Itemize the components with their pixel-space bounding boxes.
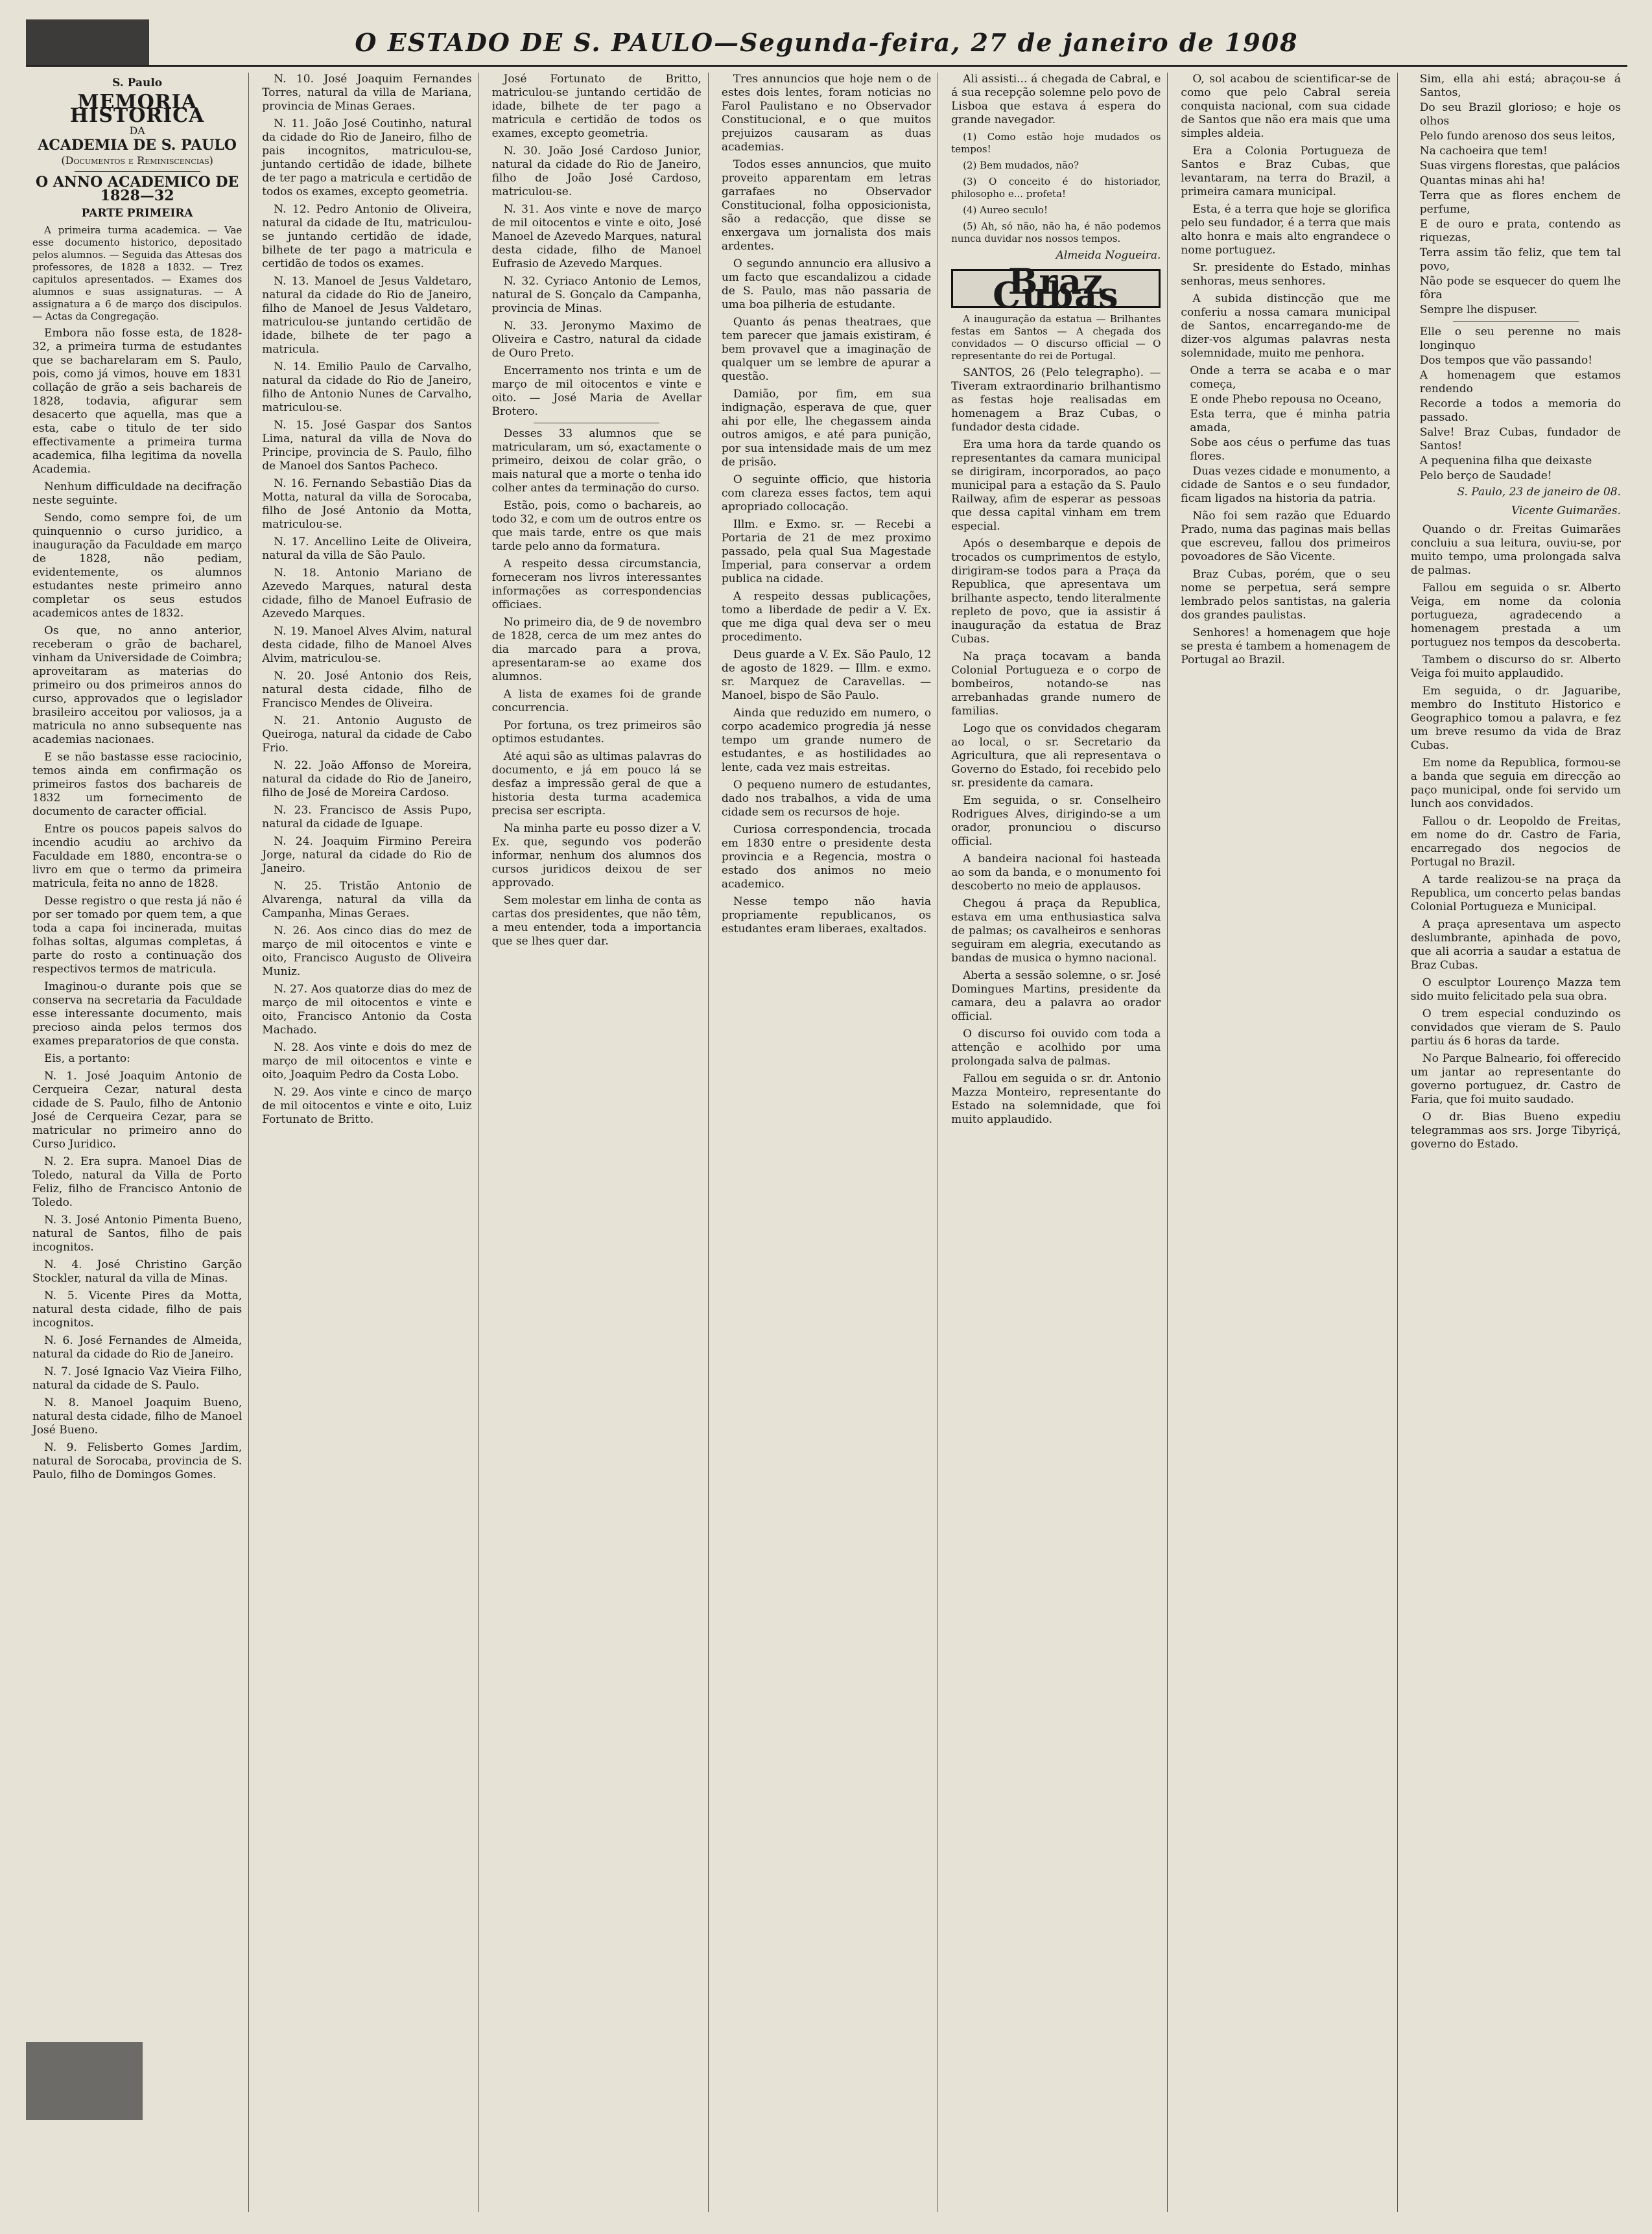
poem-line: Dos tempos que vão passando! (1419, 354, 1593, 367)
paragraph: Em seguida, o sr. Conselheiro Rodrigues Alves, dirigindo-se a um orador, pronunciou o discurso official. (951, 794, 1161, 848)
paragraph: O dr. Bias Bueno expediu telegrammas aos srs. Jorge Tibyriçá, governo do Estado. (1410, 1111, 1621, 1151)
list-item: N. 5. Vicente Pires da Motta, natural desta cidade, filho de pais incognitos. (32, 1289, 242, 1330)
paragraph: Nesse tempo não havia propriamente republicanos, os estudantes eram liberaes, exaltados. (721, 895, 932, 935)
paragraph: Fallou em seguida o sr. dr. Antonio Mazza Monteiro, representante do Estado na solemnidade, que foi muito applaudido. (951, 1072, 1161, 1126)
paragraph: Deus guarde a V. Ex. São Paulo, 12 de agosto de 1829. — Illm. e exmo. sr. Marquez de Caravellas. — Manoel, bispo de São Paulo. (721, 648, 932, 702)
footnote: (1) Como estão hoje mudados os tempos! (951, 131, 1161, 155)
list-item: N. 12. Pedro Antonio de Oliveira, natural da cidade de Itu, matriculou-se juntando certidão de idade, bilhete de ter pago a matricula e certidão de todos os exames. (262, 203, 472, 270)
summary: A inauguração da estatua — Brilhantes festas em Santos — A chegada dos convidados — O discurso official — O representante do rei de Portugal. (951, 313, 1161, 362)
list-item: Encerramento nos trinta e um de março de mil oitocentos e vinte e oito. — José Maria de Avellar Brotero. (491, 364, 702, 418)
print-smudge (26, 2042, 143, 2120)
poem-line: Quantas minas ahi ha! (1419, 174, 1546, 187)
poem-line: Não pode se esquecer do quem lhe fôra (1419, 275, 1621, 301)
paragraph: O, sol acabou de scientificar-se de como que pelo Cabral sereia conquista nacional, com sua cidade de Santos que não era mais que uma simples aldeia. (1181, 73, 1391, 140)
paragraph: Imaginou-o durante pois que se conserva na secretaria da Faculdade esse interessante documento, mais precioso ainda pelos termos dos exames preparatorios de que consta. (32, 980, 242, 1048)
divider (1453, 321, 1579, 322)
paragraph: Chegou á praça da Republica, estava em uma enthusiastica salva de palmas; os cavalheiros e senhoras seguiram em alegria, executando as bandas de musica o hymno nacional. (951, 897, 1161, 965)
paragraph: E se não bastasse esse raciocinio, temos ainda em confirmação os primeiros fastos dos bachareis de 1832 um fornecimento de documento de caracter official. (32, 751, 242, 818)
list-item: N. 17. Ancellino Leite de Oliveira, natural da villa de São Paulo. (262, 535, 472, 562)
poem-line: Sempre lhe dispuser. (1419, 303, 1538, 316)
list-item: N. 15. José Gaspar dos Santos Lima, natural da villa de Nova do Principe, provincia de S. Paulo, filho de Manoel dos Santos Pacheco. (262, 419, 472, 473)
memoria-title: MEMORIA HISTORICA (69, 91, 205, 127)
parte-heading: PARTE PRIMEIRA (81, 207, 193, 220)
paragraph: A praça apresentava um aspecto deslumbrante, apinhada de povo, que ali acorria a saudar a estatua de Braz Cubas. (1410, 918, 1621, 972)
list-item: N. 16. Fernando Sebastião Dias da Motta, natural da villa de Sorocaba, filho de José Antonio da Motta, matriculou-se. (262, 477, 472, 531)
list-item: N. 1. José Joaquim Antonio de Cerqueira Cezar, natural desta cidade de S. Paulo, filho de Antonio José de Cerqueira Cezar, para se matricular no primeiro anno do Curso Juridico. (32, 1070, 242, 1151)
paragraph: Desse registro o que resta já não é por ser tomado por quem tem, a que toda a capa foi incinerada, muitas folhas soltas, algumas completas, á parte do rosto a continuação dos respectivos termos de matricula. (32, 895, 242, 976)
list-item: José Fortunato de Britto, matriculou-se juntando certidão de idade, bilhete de ter pago a matricula e certidão de todos os exames, excepto geometria. (491, 73, 702, 140)
column-7 (1404, 73, 1627, 2212)
list-item: N. 11. João José Coutinho, natural da cidade do Rio de Janeiro, filho de pais incognitos, matriculou-se, juntando certidão de idade, bilhete de ter pago a matricula e certidão de todos os exames, excepto geometria. (262, 117, 472, 198)
paragraph: Por fortuna, os trez primeiros são optimos estudantes. (491, 719, 702, 746)
list-item: N. 7. José Ignacio Vaz Vieira Filho, natural da cidade de S. Paulo. (32, 1365, 242, 1392)
paragraph: Na minha parte eu posso dizer a V. Ex. que, segundo vos poderão informar, nenhum dos alumnos dos cursos juridicos deixou de ser approvado. (491, 822, 702, 889)
poem-line: Sim, ella ahi está; abraçou-se á Santos, (1419, 73, 1621, 99)
paragraph: Curiosa correspondencia, trocada em 1830 entre o presidente desta provincia e a Regencia, mostra o estado dos animos no meio academico. (721, 823, 932, 891)
paragraph: A bandeira nacional foi hasteada ao som da banda, e o monumento foi descoberto no meio de applausos. (951, 852, 1161, 893)
list-item: N. 25. Tristão Antonio de Alvarenga, natural da villa da Campanha, Minas Geraes. (262, 880, 472, 920)
list-item: N. 27. Aos quatorze dias do mez de março de mil oitocentos e vinte e oito, Francisco Antonio da Costa Machado. (262, 983, 472, 1037)
memoria-sub: DA (129, 124, 145, 137)
dateline: S. Paulo, 23 de janeiro de 08. (1457, 486, 1621, 499)
paragraph: No primeiro dia, de 9 de novembro de 1828, cerca de um mez antes do dia marcado para a prova, apresentaram-se ao exame dos alumnos. (491, 616, 702, 683)
footnote: (2) Bem mudados, não? (963, 159, 1080, 171)
list-item: N. 19. Manoel Alves Alvim, natural desta cidade, filho de Manoel Alves Alvim, matriculou-se. (262, 625, 472, 665)
poem-line: E onde Phebo repousa no Oceano, (1190, 393, 1382, 406)
paragraph: A subida distincção que me conferiu a nossa camara municipal de Santos, encarregando-me de dizer-vos algumas palavras nesta solemnidade, muito me penhora. (1181, 292, 1391, 360)
paragraph: Senhores! a homenagem que hoje se presta é tambem a homenagem de Portugal ao Brazil. (1181, 626, 1391, 666)
list-item: N. 10. José Joaquim Fernandes Torres, natural da villa de Mariana, provincia de Minas Geraes. (262, 73, 472, 113)
footnote: (3) O conceito é do historiador, philosopho e... profeta! (951, 176, 1161, 200)
paragraph: Em seguida, o dr. Jaguaribe, membro do Instituto Historico e Geographico tomou a palavra, e fez um breve resumo da vida de Braz Cubas. (1410, 685, 1621, 752)
masthead (26, 19, 1627, 67)
column-2 (255, 73, 478, 2212)
paragraph: Logo que os convidados chegaram ao local, o sr. Secretario da Agricultura, que ali representava o Governo do Estado, foi recebido pelo sr. presidente da camara. (951, 722, 1161, 790)
poem-line: Elle o seu perenne no mais longinquo (1419, 325, 1621, 352)
list-item: N. 20. José Antonio dos Reis, natural desta cidade, filho de Francisco Mendes de Oliveira. (262, 670, 472, 710)
column-5 (945, 73, 1168, 2212)
paragraph: Illm. e Exmo. sr. — Recebi a Portaria de 21 de mez proximo passado, pela qual Sua Magestade Imperial, para conservar a ordem publica na cidade. (721, 518, 932, 585)
divider (75, 171, 200, 172)
paragraph: Sem molestar em linha de conta as cartas dos presidentes, que não têm, a meu entender, toda a importancia que se lhes quer dar. (491, 894, 702, 948)
paragraph: Braz Cubas, porém, que o seu nome se perpetua, será sempre lembrado pelos santistas, na galeria dos grandes paulistas. (1181, 568, 1391, 622)
paragraph: Após o desembarque e depois de trocados os cumprimentos de estylo, dirigiram-se todos para a Praça da Republica, que apresentava um brilhante aspecto, tendo literalmente repleto de povo, que ia assistir á inauguração da estatua de Braz Cubas. (951, 537, 1161, 646)
paragraph: Entre os poucos papeis salvos do incendio acudiu ao archivo da Faculdade em 1880, encontra-se o livro em que o termo da primeira matricula, feita no anno de 1828. (32, 823, 242, 890)
paragraph: Os que, no anno anterior, receberam o grão de bacharel, vinham da Universidade de Coimbra; aproveitaram as materias do primeiro ou dos primeiros annos do curso, approvados que o legislador brasileiro acceitou por valiosos, ja a matricula no anno subsequente nas academias nacionaes. (32, 624, 242, 746)
paragraph: Quando o dr. Freitas Guimarães concluiu a sua leitura, ouviu-se, por muito tempo, uma prolongada salva de palmas. (1410, 523, 1621, 577)
poem-line: Onde a terra se acaba e o mar começa, (1190, 364, 1391, 391)
list-item: N. 14. Emilio Paulo de Carvalho, natural da cidade do Rio de Janeiro, filho de Antonio Nunes de Carvalho, matriculou-se. (262, 360, 472, 414)
list-item: N. 9. Felisberto Gomes Jardim, natural de Sorocaba, provincia de S. Paulo, filho de Domingos Gomes. (32, 1441, 242, 1481)
paragraph: Era a Colonia Portugueza de Santos e Braz Cubas, que levantaram, na terra do Brazil, a primeira camara municipal. (1181, 145, 1391, 198)
paragraph: A lista de exames foi de grande concurrencia. (491, 688, 702, 714)
paragraph: Não foi sem razão que Eduardo Prado, numa das paginas mais bellas que escreveu, fallou dos primeiros povoadores de São Vicente. (1181, 510, 1391, 563)
paragraph: Nenhum difficuldade na decifração neste seguinte. (32, 480, 242, 507)
list-item: N. 26. Aos cinco dias do mez de março de mil oitocentos e vinte e oito, Francisco Augusto de Oliveira Muniz. (262, 924, 472, 978)
paragraph: Era uma hora da tarde quando os representantes da camara municipal se dirigiram, incorporados, ao paço municipal para a estação da S. Paulo Railway, afim de esperar as pessoas que dessa capital vinham em trem especial. (951, 438, 1161, 533)
poem (1411, 73, 1621, 317)
paragraph: Aberta a sessão solemne, o sr. José Domingues Martins, presidente da camara, deu a palavra ao orador official. (951, 969, 1161, 1023)
column-1 (26, 73, 249, 2212)
poem-line: Esta terra, que é minha patria amada, (1190, 408, 1391, 434)
list-item: N. 33. Jeronymo Maximo de Oliveira e Castro, natural da cidade de Ouro Preto. (491, 320, 702, 360)
memoria-institution: ACADEMIA DE S. PAULO (38, 137, 237, 154)
footnote: (5) Ah, só não, não ha, é não podemos nunca duvidar nos nossos tempos. (951, 220, 1161, 244)
paragraph: O pequeno numero de estudantes, dado nos trabalhos, a vida de uma cidade sem os recursos de hoje. (721, 779, 932, 819)
poem-line: A pequenina filha que deixaste (1419, 454, 1592, 467)
paragraph: O esculptor Lourenço Mazza tem sido muito felicitado pela sua obra. (1410, 976, 1621, 1003)
paragraph: Quanto ás penas theatraes, que tem parecer que jamais existiram, é bem provavel que a imaginação de qualquer um se lembre de apurar a questão. (721, 316, 932, 383)
paragraph: No Parque Balneario, foi offerecido um jantar ao representante do governo portuguez, dr. Castro de Faria, que foi muito saudado. (1410, 1052, 1621, 1106)
poem-line: Recorde a todos a memoria do passado. (1419, 397, 1621, 424)
paragraph: Estão, pois, como o bachareis, ao todo 32, e com um de outros entre os que mais tarde, entre os que mais tarde pelo anno da formatura. (491, 499, 702, 553)
poem-line: Do seu Brazil glorioso; e hoje os olhos (1419, 101, 1621, 128)
list-item: N. 23. Francisco de Assis Pupo, natural da cidade de Iguape. (262, 804, 472, 830)
paragraph: Fallou em seguida o sr. Alberto Veiga, em nome da colonia portugueza, agradecendo a homenagem prestada a um portuguez nos tempos da descoberta. (1410, 582, 1621, 649)
columns (26, 73, 1627, 2212)
poem-line: Terra assim tão feliz, que tem tal povo, (1419, 246, 1621, 273)
paragraph: A respeito dessas publicações, tomo a liberdade de pedir a V. Ex. que me diga qual deva ser o meu procedimento. (721, 590, 932, 644)
list-item: N. 8. Manoel Joaquim Bueno, natural desta cidade, filho de Manoel José Bueno. (32, 1396, 242, 1437)
footnote: (4) Aureo seculo! (963, 204, 1048, 216)
signature: Almeida Nogueira. (1056, 249, 1161, 262)
paragraph: Fallou o dr. Leopoldo de Freitas, em nome do dr. Castro de Faria, encarregado dos negocios de Portugal no Brazil. (1410, 815, 1621, 869)
poem-line: Terra que as flores enchem de perfume, (1419, 189, 1621, 216)
list-item: N. 24. Joaquim Firmino Pereira Jorge, natural da cidade do Rio de Janeiro. (262, 835, 472, 875)
poem-line: E de ouro e prata, contendo as riquezas, (1419, 218, 1621, 244)
summary: A primeira turma academica. — Vae esse documento historico, depositado pelos alumnos. — Seguida das Attesas dos professores, de 1828 a 1832. — Trez capitulos apresentados. — Exames dos alumnos e suas assignaturas. — A assignatura a 6 de março dos discipulos. — Actas da Congregação. (32, 224, 242, 322)
paragraph: Tambem o discurso do sr. Alberto Veiga foi muito applaudido. (1410, 653, 1621, 680)
print-smudge (26, 19, 149, 65)
poem (1181, 364, 1390, 464)
paragraph: Ainda que reduzido em numero, o corpo academico progredia já nesse tempo um grande numero de estudantes, e as hostilidades ao lente, cada vez mais estreitas. (721, 707, 932, 774)
column-6 (1174, 73, 1397, 2212)
poem-line: Pelo berço de Saudade! (1419, 469, 1552, 482)
paragraph: O seguinte officio, que historia com clareza esses factos, tem aqui apropriado collocação. (721, 473, 932, 513)
braz-cubas-heading: Braz Cubas (951, 269, 1161, 308)
memoria-authors: (Documentos e Reminiscencias) (61, 154, 213, 167)
paragraph: Em nome da Republica, formou-se a banda que seguia em direcção ao paço municipal, onde foi servido um lunch aos convidados. (1410, 757, 1621, 810)
paragraph: SANTOS, 26 (Pelo telegrapho). — Tiveram extraordinario brilhantismo as festas hoje realisadas em homenagem a Braz Cubas, o fundador desta cidade. (951, 366, 1161, 434)
poem-line: Sobe aos céus o perfume das tuas flores. (1190, 436, 1391, 463)
intro-mark: Eis, a portanto: (44, 1052, 130, 1065)
poem-line: Na cachoeira que tem! (1419, 145, 1548, 158)
paragraph: Embora não fosse esta, de 1828-32, a primeira turma de estudantes que se bacharelaram em S. Paulo, pois, como já vimos, houve em 1831 collação de grão a seis bachareis de 1828, todavia, afigurar sem desacerto que aquella, mas que a esta, cabe o titulo de ter sido effectivamente a primeira turma academica, filha legitima da novella Academia. (32, 327, 242, 476)
poem-line: Salve! Braz Cubas, fundador de Santos! (1419, 426, 1621, 453)
list-item: N. 18. Antonio Mariano de Azevedo Marques, natural desta cidade, filho de Manoel Eufrasio de Azevedo Marques. (262, 567, 472, 620)
newspaper-page (26, 19, 1627, 2217)
paragraph: Sendo, como sempre foi, de um quinquennio o curso juridico, a inauguração da Faculdade em março de 1828, não pediam, evidentemente, os alumnos estudantes neste primeiro anno completar os seus estudos academicos antes de 1832. (32, 511, 242, 620)
paragraph: O discurso foi ouvido com toda a attenção e acolhido por uma prolongada salva de palmas. (951, 1028, 1161, 1068)
poem-line: Pelo fundo arenoso dos seus leitos, (1419, 130, 1616, 143)
list-item: N. 28. Aos vinte e dois do mez de março de mil oitocentos e vinte e oito, Joaquim Pedro da Costa Lobo. (262, 1041, 472, 1081)
poem-line: A homenagem que estamos rendendo (1419, 369, 1621, 395)
list-item: N. 22. João Affonso de Moreira, natural da cidade do Rio de Janeiro, filho de José de Moreira Cardoso. (262, 759, 472, 799)
paragraph: O trem especial conduzindo os convidados que vieram de S. Paulo partiu ás 6 horas da tarde. (1410, 1007, 1621, 1048)
poem (1411, 325, 1621, 483)
column-3 (486, 73, 709, 2212)
paragraph: O segundo annuncio era allusivo a um facto que escandalizou a cidade de S. Paulo, mas não passaria de uma boa pilheria de estudante. (721, 257, 932, 311)
list-item: N. 2. Era supra. Manoel Dias de Toledo, natural da Villa de Porto Feliz, filho de Francisco Antonio de Toledo. (32, 1155, 242, 1209)
list-item: N. 3. José Antonio Pimenta Bueno, natural de Santos, filho de pais incognitos. (32, 1214, 242, 1254)
paragraph: Damião, por fim, em sua indignação, esperava de que, quer ahi por elle, lhe chegassem ainda outros amigos, e até para punição, por sua intensidade mais de um mez de prisão. (721, 388, 932, 469)
list-item: N. 32. Cyriaco Antonio de Lemos, natural de S. Gonçalo da Campanha, provincia de Minas. (491, 275, 702, 315)
paragraph: Todos esses annuncios, que muito proveito apparentam em letras garrafaes no Observador Constitucional, folha opposicionista, são a redacção, que disse se enxergava um jornalista dos mais ardentes. (721, 158, 932, 253)
column-4 (715, 73, 938, 2212)
list-item: N. 13. Manoel de Jesus Valdetaro, natural da cidade do Rio de Janeiro, filho de Manoel de Jesus Valdetaro, matriculou-se juntando certidão de idade, bilhete de ter pago a matricula. (262, 275, 472, 356)
paragraph: Sr. presidente do Estado, minhas senhoras, meus senhores. (1181, 261, 1391, 288)
paragraph: Esta, é a terra que hoje se glorifica pelo seu fundador, é a terra que mais alto honra e mais alto engrandece o nome portuguez. (1181, 203, 1391, 257)
section-top: S. Paulo (112, 76, 163, 89)
list-item: N. 31. Aos vinte e nove de março de mil oitocentos e vinte e oito, José Manoel de Azevedo Marques, natural desta cidade, filho de Manoel Eufrasio de Azevedo Marques. (491, 203, 702, 270)
paragraph: Ali assisti... á chegada de Cabral, e á sua recepção solemne pelo povo de Lisboa que estava á espera do grande navegador. (951, 73, 1161, 126)
signature: Vicente Guimarães. (1511, 504, 1621, 517)
paragraph: A tarde realizou-se na praça da Republica, um concerto pelas bandas Colonial Portugueza e Municipal. (1410, 873, 1621, 913)
list-item: N. 29. Aos vinte e cinco de março de mil oitocentos e vinte e oito, Luiz Fortunato de Britto. (262, 1086, 472, 1126)
poem-line: Suas virgens florestas, que palácios (1419, 159, 1620, 172)
list-item: N. 21. Antonio Augusto de Queiroga, natural da cidade de Cabo Frio. (262, 714, 472, 755)
paragraph: Na praça tocavam a banda Colonial Portugueza e o corpo de bombeiros, notando-se nas arrebanhadas grande numero de familias. (951, 650, 1161, 718)
paragraph: Tres annuncios que hoje nem o de estes dois lentes, foram noticias no Farol Paulistano e no Observador Constitucional, e o que muitos prejuizos causaram as duas academias. (721, 73, 932, 154)
paragraph: Desses 33 alumnos que se matricularam, um só, exactamente o primeiro, deixou de colar grão, o mais natural que a morte o tenha ido colher antes da terminação do curso. (491, 427, 702, 495)
paragraph: Duas vezes cidade e monumento, a cidade de Santos e o seu fundador, ficam ligados na historia da patria. (1181, 465, 1391, 505)
paragraph: Até aqui são as ultimas palavras do documento, e já em pouco lá se desfaz a impressão geral de que a historia desta turma academica precisa ser escripta. (491, 750, 702, 817)
paragraph: A respeito dessa circumstancia, forneceram nos livros interessantes informações as correspondencias officiaes. (491, 558, 702, 611)
list-item: N. 6. José Fernandes de Almeida, natural da cidade do Rio de Janeiro. (32, 1334, 242, 1361)
masthead-title: O ESTADO DE S. PAULO—Segunda-feira, 27 de janeiro de 1908 (355, 27, 1299, 57)
list-item: N. 30. João José Cardoso Junior, natural da cidade do Rio de Janeiro, filho de João José Cardoso, matriculou-se. (491, 145, 702, 198)
anno-heading: O ANNO ACADEMICO DE 1828—32 (36, 174, 239, 204)
list-item: N. 4. José Christino Garção Stockler, natural da villa de Minas. (32, 1258, 242, 1285)
